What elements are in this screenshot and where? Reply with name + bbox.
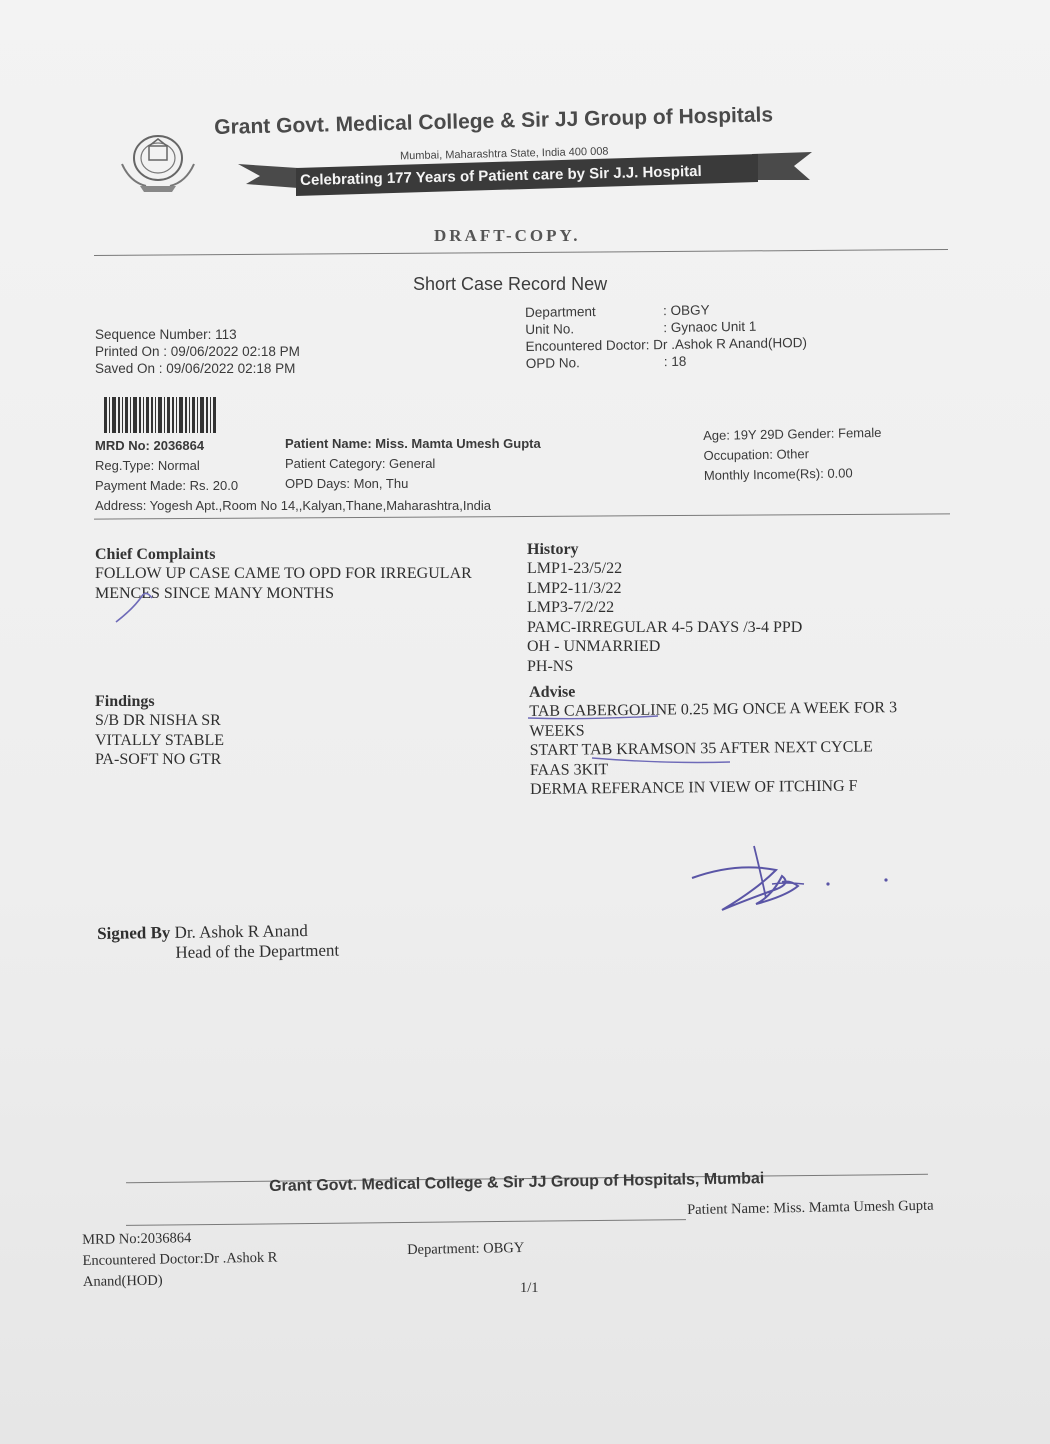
signing-role: Head of the Department (175, 940, 340, 962)
footer-hospital: Grant Govt. Medical College & Sir JJ Group of Hospitals, Mumbai (269, 1170, 765, 1195)
opd-value: : 18 (663, 353, 687, 370)
advise-line: TAB CABERGOLINE 0.25 MG ONCE A WEEK FOR 3 (529, 699, 898, 720)
record-info-left (95, 326, 300, 377)
hospital-name: Grant Govt. Medical College & Sir JJ Group of Hospitals (214, 103, 774, 139)
footer-underline (126, 1219, 686, 1226)
patient-name: Patient Name: Miss. Mamta Umesh Gupta (285, 436, 541, 451)
history-heading: History (527, 541, 579, 558)
footer-patient-name: Patient Name: Miss. Mamta Umesh Gupta (687, 1197, 934, 1218)
findings (95, 693, 224, 770)
header-divider (94, 249, 948, 256)
patient-info-col2 (285, 434, 541, 494)
opd-days: OPD Days: Mon, Thu (285, 476, 409, 491)
history-line: LMP2-11/3/22 (527, 579, 622, 597)
findings-heading: Findings (95, 693, 155, 710)
footer-left (82, 1227, 278, 1293)
signed-by-label: Signed By (97, 922, 171, 943)
history-line: LMP3-7/2/22 (527, 599, 615, 616)
hospital-emblem-icon (116, 124, 200, 196)
record-info-right (525, 300, 807, 372)
history-line: PH-NS (527, 657, 574, 675)
advise-heading: Advise (529, 683, 576, 701)
patient-category: Patient Category: General (285, 456, 436, 471)
unit-value: : Gynaoc Unit 1 (663, 318, 757, 336)
signature-block (97, 921, 339, 964)
footer-department: Department: OBGY (407, 1239, 525, 1258)
doctor-label: Encountered Doctor: (525, 337, 650, 354)
advise-line: WEEKS (529, 721, 585, 740)
pen-underline-icon (526, 714, 736, 770)
age-gender: Age: 19Y 29D Gender: Female (703, 424, 882, 443)
history-line: LMP1-23/5/22 (527, 560, 623, 577)
saved-on: Saved On : 09/06/2022 02:18 PM (95, 361, 296, 376)
complaint-line: FOLLOW UP CASE CAME TO OPD FOR IRREGULAR (95, 565, 472, 582)
advise-line: START TAB KRAMSON 35 AFTER NEXT CYCLE (529, 738, 873, 759)
pen-mark-icon (112, 586, 172, 626)
history (527, 541, 802, 676)
advise-line: DERMA REFERANCE IN VIEW OF ITCHING F (530, 777, 858, 798)
monthly-income: Monthly Income(Rs): 0.00 (703, 465, 853, 483)
printed-on: Printed On : 09/06/2022 02:18 PM (95, 344, 300, 359)
footer-doctor-line: Encountered Doctor:Dr .Ashok R (82, 1249, 278, 1269)
patient-info-col1 (95, 436, 238, 496)
chief-complaints-heading: Chief Complaints (95, 546, 216, 563)
advise-line: FAAS 3KIT (529, 760, 609, 779)
footer-mrd: MRD No:2036864 (82, 1230, 192, 1248)
sequence-number: Sequence Number: 113 (95, 327, 237, 342)
opd-row (526, 351, 808, 372)
history-line: PAMC-IRREGULAR 4-5 DAYS /3-4 PPD (527, 618, 803, 636)
hospital-address: Mumbai, Maharashtra State, India 400 008 (399, 145, 609, 163)
findings-line: S/B DR NISHA SR (95, 712, 221, 729)
footer-doctor-line: Anand(HOD) (82, 1272, 163, 1290)
unit-label: Unit No. (525, 321, 575, 337)
record-title: Short Case Record New (413, 274, 608, 294)
department-label: Department (525, 304, 596, 320)
barcode-icon (104, 397, 216, 433)
handwritten-signature-icon (686, 840, 896, 920)
draft-label: DRAFT-COPY. (434, 226, 581, 245)
findings-line: VITALLY STABLE (95, 731, 224, 749)
page-number: 1/1 (520, 1280, 539, 1296)
department-value: : OBGY (663, 302, 710, 319)
findings-line: PA-SOFT NO GTR (95, 751, 222, 768)
mrd-number: MRD No: 2036864 (95, 438, 205, 453)
banner-text: Celebrating 177 Years of Patient care by Sir J.J. Hospital (300, 162, 702, 189)
history-line: OH - UNMARRIED (527, 638, 661, 655)
complaint-line: MENCES SINCE MANY MONTHS (95, 584, 334, 602)
reg-type: Reg.Type: Normal (95, 458, 200, 473)
opd-label: OPD No. (525, 355, 580, 371)
payment-made: Payment Made: Rs. 20.0 (95, 478, 239, 493)
signing-doctor: Dr. Ashok R Anand (174, 921, 308, 942)
patient-address: Address: Yogesh Apt.,Room No 14,,Kalyan,Thane,Maharashtra,India (95, 498, 492, 513)
patient-info-col3 (703, 423, 882, 486)
occupation: Occupation: Other (703, 446, 810, 463)
doctor-value: Dr .Ashok R Anand(HOD) (653, 335, 808, 353)
